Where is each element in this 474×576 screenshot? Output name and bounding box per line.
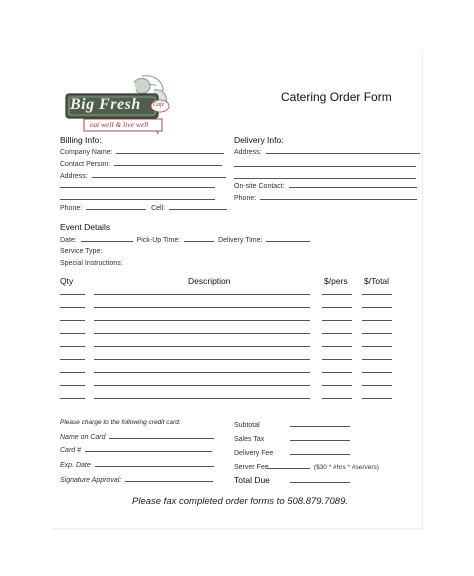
billing-address-label: Address: [60, 173, 88, 180]
service-type-label: Service Type: [60, 248, 103, 255]
pickup-time-label: Pick-Up Time: [136, 237, 181, 244]
billing-phone-label: Phone: [60, 205, 83, 212]
delivery-address-line-2[interactable] [234, 166, 416, 167]
qty-header: Qty [60, 276, 74, 286]
company-name-field[interactable] [60, 147, 224, 156]
description-header: Description [188, 276, 231, 286]
delivery-phone-field[interactable] [234, 193, 417, 202]
logo-tagline: eat well & live well [90, 120, 149, 129]
signature-field[interactable] [60, 475, 213, 484]
delivery-address-label: Address: [234, 149, 262, 156]
billing-heading: Billing Info: [60, 135, 102, 145]
onsite-contact-field[interactable] [234, 181, 417, 190]
name-on-card-label: Name on Card [60, 434, 106, 441]
big-fresh-logo [64, 72, 172, 142]
logo-name: Big Fresh [70, 96, 141, 113]
signature-label: Signature Approval: [60, 477, 122, 484]
delivery-address-line-3[interactable] [234, 178, 416, 179]
form-title: Catering Order Form [281, 90, 392, 104]
company-name-label: Company Name: [60, 149, 113, 156]
logo-badge: Cafe [153, 102, 165, 108]
order-form-page [52, 50, 423, 529]
contact-person-label: Contact Person: [60, 161, 111, 168]
delivery-address-field[interactable] [234, 147, 420, 156]
total-due-field[interactable] [234, 475, 350, 485]
billing-address-field[interactable] [60, 171, 226, 180]
exp-date-field[interactable] [60, 460, 214, 469]
subtotal-field[interactable] [234, 420, 350, 429]
billing-cell-label: Cell: [151, 205, 166, 212]
special-instructions-label: Special Instructions: [60, 260, 123, 267]
onsite-contact-label: On-site Contact: [234, 183, 285, 190]
server-fee-field[interactable] [234, 462, 379, 471]
event-heading: Event Details [60, 222, 111, 232]
delivery-fee-label: Delivery Fee [234, 450, 274, 457]
per-person-header: $/pers [324, 276, 348, 286]
delivery-fee-field[interactable] [234, 448, 350, 457]
credit-card-heading: Please charge to the following credit card: [60, 419, 181, 426]
card-number-field[interactable] [60, 445, 212, 454]
subtotal-label: Subtotal [234, 422, 260, 429]
sales-tax-field[interactable] [234, 434, 350, 443]
fax-instructions: Please fax completed order forms to 508.879.7089. [132, 496, 348, 507]
billing-address-line-3[interactable] [60, 199, 215, 200]
billing-address-line-2[interactable] [60, 187, 215, 188]
name-on-card-field[interactable] [60, 432, 214, 441]
total-header: $/Total [364, 276, 390, 286]
exp-date-label: Exp. Date [60, 462, 91, 469]
delivery-time-label: Delivery Time: [218, 237, 263, 244]
event-time-row[interactable] [60, 235, 310, 244]
server-fee-note: ($30 * #hrs * #servers) [313, 464, 379, 471]
contact-person-field[interactable] [60, 159, 222, 168]
billing-phone-field[interactable] [60, 203, 227, 212]
total-due-label: Total Due [234, 475, 270, 485]
delivery-phone-label: Phone: [234, 195, 257, 202]
card-number-label: Card # [60, 447, 82, 454]
server-fee-label: Server Fee [234, 464, 269, 471]
event-date-label: Date: [60, 237, 77, 244]
delivery-heading: Delivery Info: [234, 135, 284, 145]
sales-tax-label: Sales Tax [234, 436, 265, 443]
